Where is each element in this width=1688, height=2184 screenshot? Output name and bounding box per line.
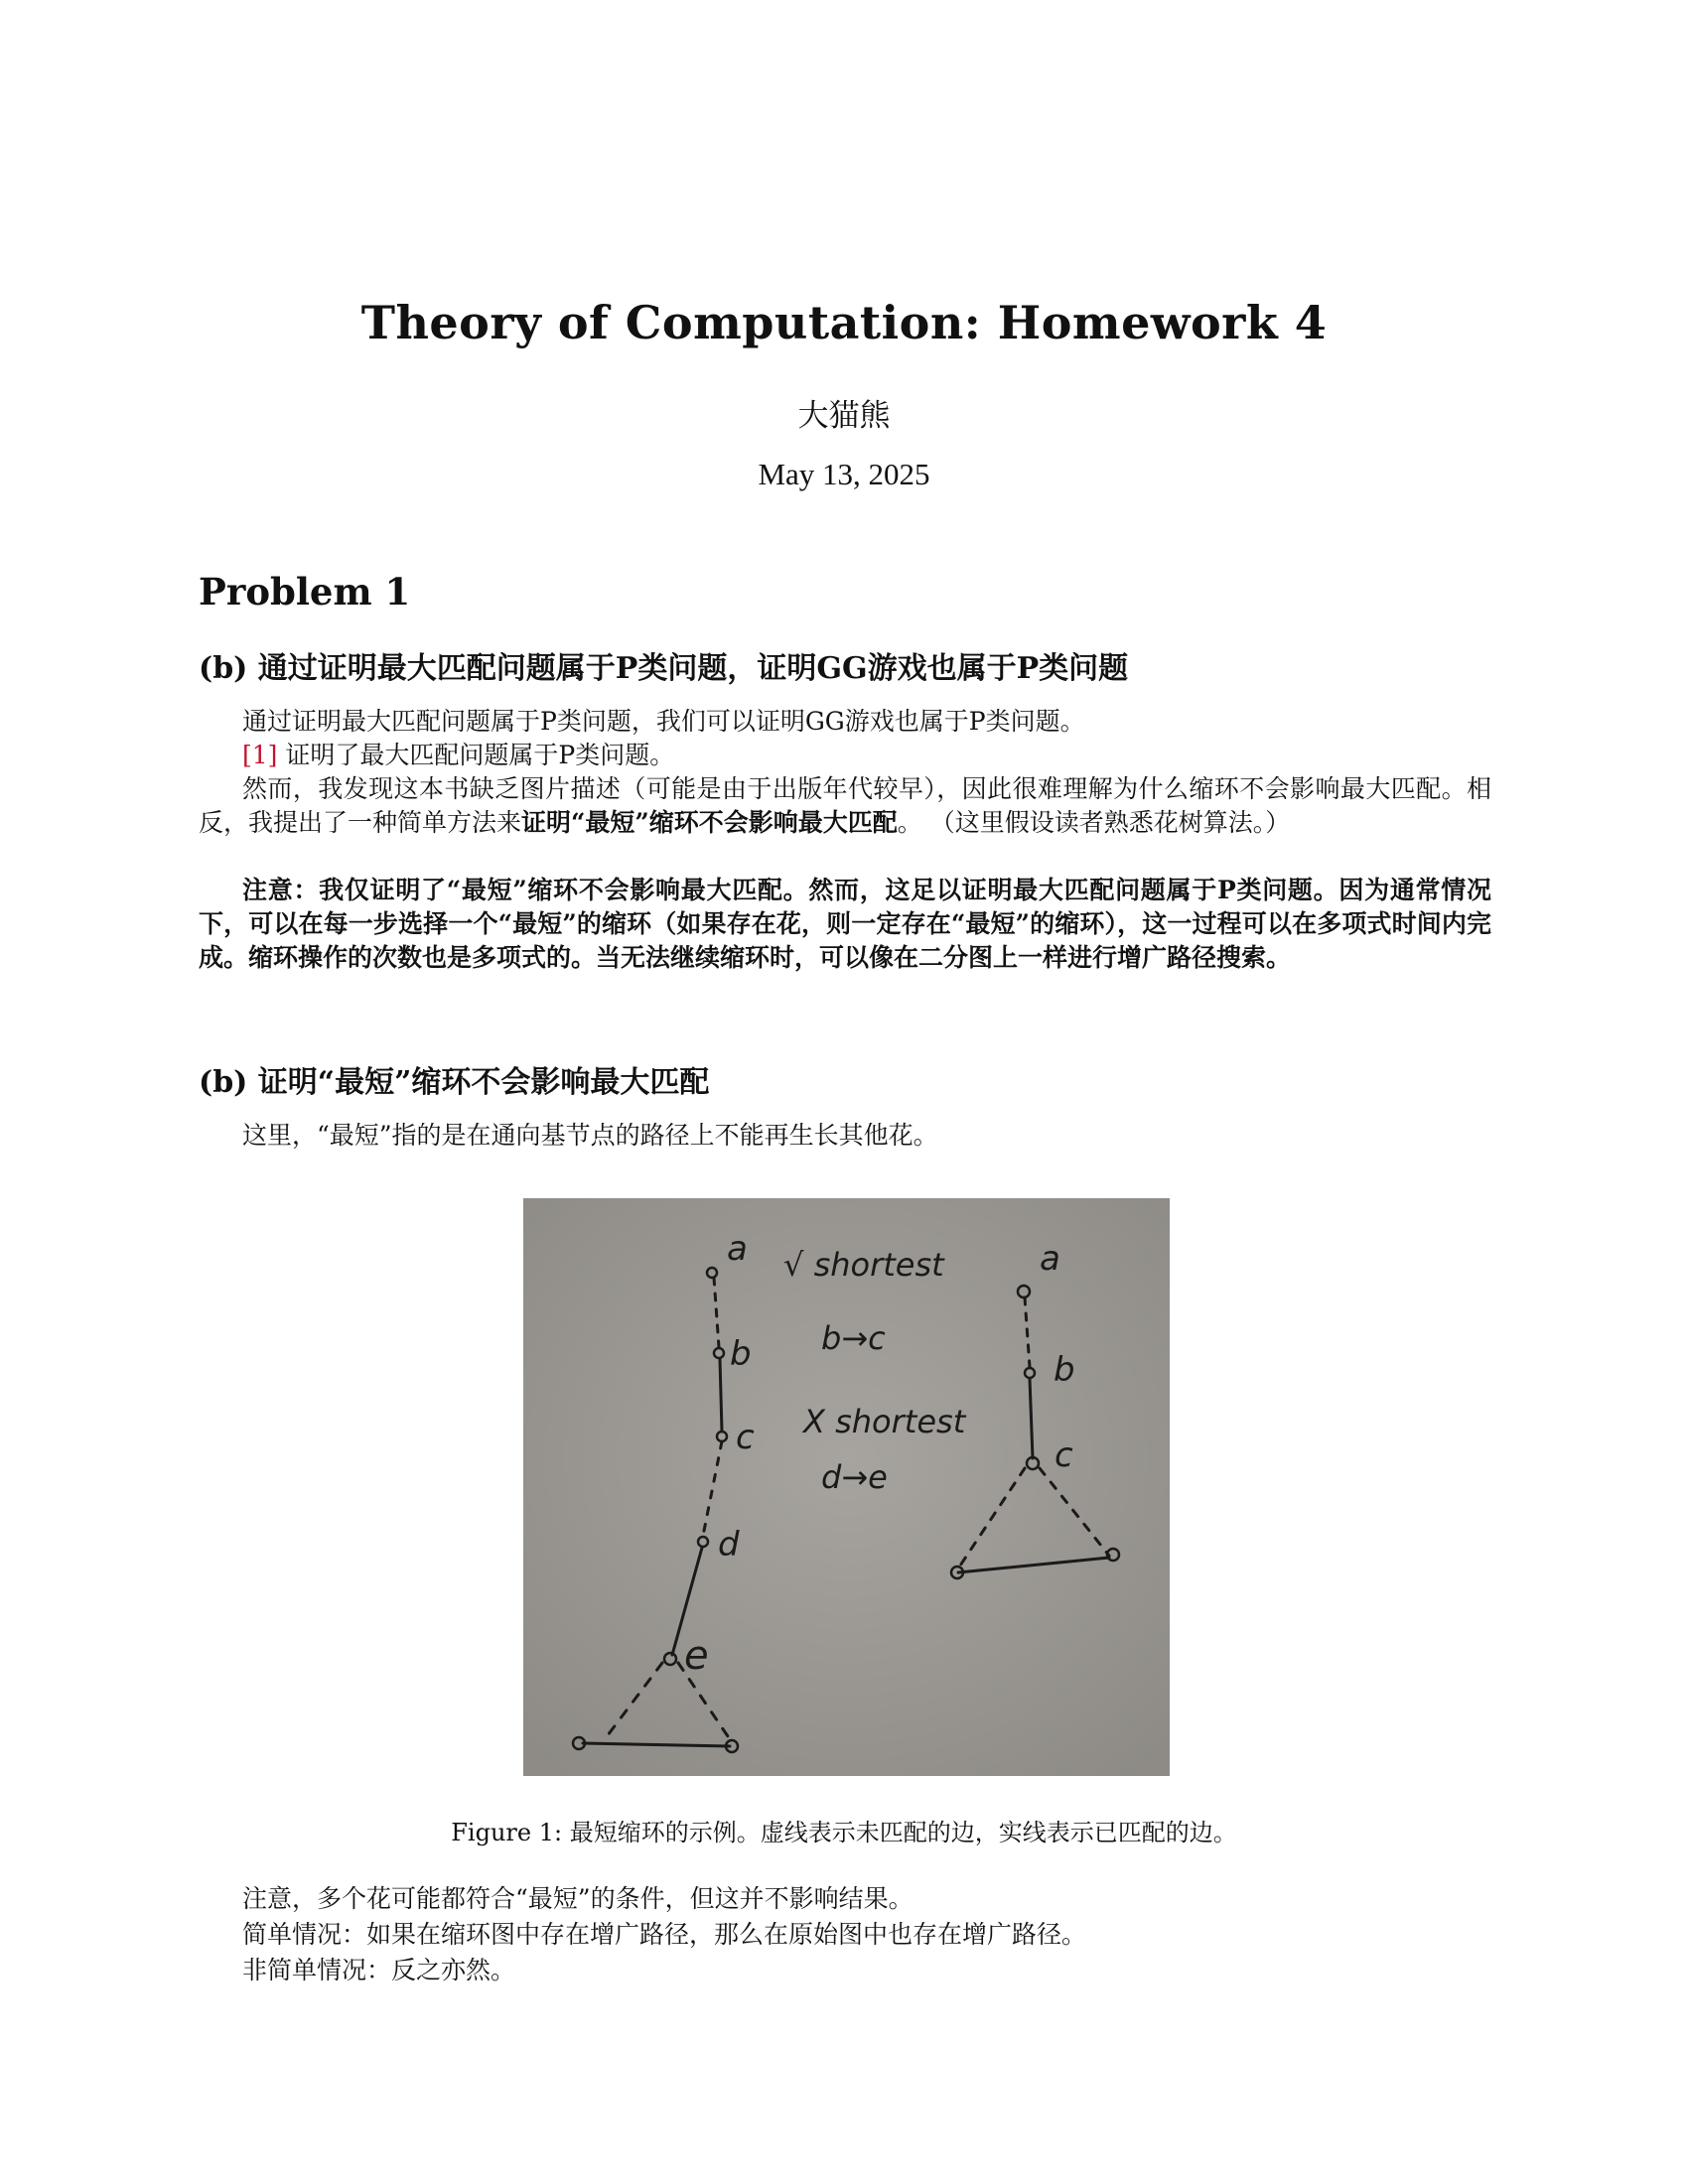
label-d-to-e: d→e bbox=[821, 1458, 888, 1496]
blossom-diagram bbox=[523, 1198, 1170, 1776]
label-e-left: e bbox=[684, 1633, 709, 1679]
subsection-heading-1: (b) 通过证明最大匹配问题属于P类问题，证明GG游戏也属于P类问题 bbox=[199, 651, 1129, 686]
paragraph-3-tail: 。 （这里假设读者熟悉花树算法。） bbox=[897, 808, 1291, 837]
paragraph-2 bbox=[199, 739, 1491, 772]
paragraph-4: 这里，“最短”指的是在通向基节点的路径上不能再生长其他花。 bbox=[242, 1121, 938, 1150]
after-line-3: 非简单情况：反之亦然。 bbox=[242, 1956, 516, 1984]
paragraph-3-bold: 证明“最短”缩环不会影响最大匹配 bbox=[521, 808, 898, 837]
author: 大猫熊 bbox=[797, 398, 891, 434]
figure-photo bbox=[523, 1198, 1170, 1776]
figure-caption: Figure 1: 最短缩环的示例。虚线表示未匹配的边，实线表示已匹配的边。 bbox=[451, 1819, 1237, 1846]
after-line-1: 注意，多个花可能都符合“最短”的条件，但这并不影响结果。 bbox=[242, 1884, 914, 1913]
label-check-shortest: √ shortest bbox=[783, 1246, 944, 1284]
note-paragraph: 注意：我仅证明了“最短”缩环不会影响最大匹配。然而，这足以证明最大匹配问题属于P类问题。因为通常情况下，可以在每一步选择一个“最短”的缩环（如果存在花，则一定存在“最短”的缩环），这一过程可以在多项式时间内完成。缩环操作的次数也是多项式的。当无法继续缩环时，可以像在二分图上一样进行增广路径搜索。 bbox=[199, 876, 1491, 972]
paper-title: Theory of Computation: Homework 4 bbox=[360, 296, 1328, 349]
paragraph-2-text: 证明了最大匹配问题属于P类问题。 bbox=[277, 741, 675, 769]
label-b-right: b bbox=[1054, 1350, 1075, 1390]
section-heading: Problem 1 bbox=[199, 570, 411, 614]
after-line-2: 简单情况：如果在缩环图中存在增广路径，那么在原始图中也存在增广路径。 bbox=[242, 1920, 1087, 1949]
label-a-left: a bbox=[727, 1229, 748, 1269]
label-x-shortest: X shortest bbox=[803, 1403, 966, 1440]
paragraph-3-text: 然而，我发现这本书缺乏图片描述（可能是由于出版年代较早），因此很难理解为什么缩环不会影响最大匹配。相反，我提出了一种简单方法来 bbox=[199, 774, 1491, 837]
label-c-left: c bbox=[736, 1418, 755, 1457]
paragraph-1: 通过证明最大匹配问题属于P类问题，我们可以证明GG游戏也属于P类问题。 bbox=[242, 707, 1085, 736]
paragraph-3 bbox=[199, 772, 1491, 840]
label-b-to-c: b→c bbox=[821, 1319, 886, 1357]
citation-link[interactable]: [1] bbox=[242, 741, 278, 769]
label-c-right: c bbox=[1055, 1435, 1073, 1475]
label-b-left: b bbox=[730, 1334, 752, 1374]
label-a-right: a bbox=[1040, 1239, 1060, 1279]
label-d-left: d bbox=[718, 1525, 740, 1565]
date: May 13, 2025 bbox=[758, 457, 930, 491]
edge-b-c bbox=[720, 1359, 722, 1432]
subsection-heading-2: (b) 证明“最短”缩环不会影响最大匹配 bbox=[199, 1065, 710, 1100]
